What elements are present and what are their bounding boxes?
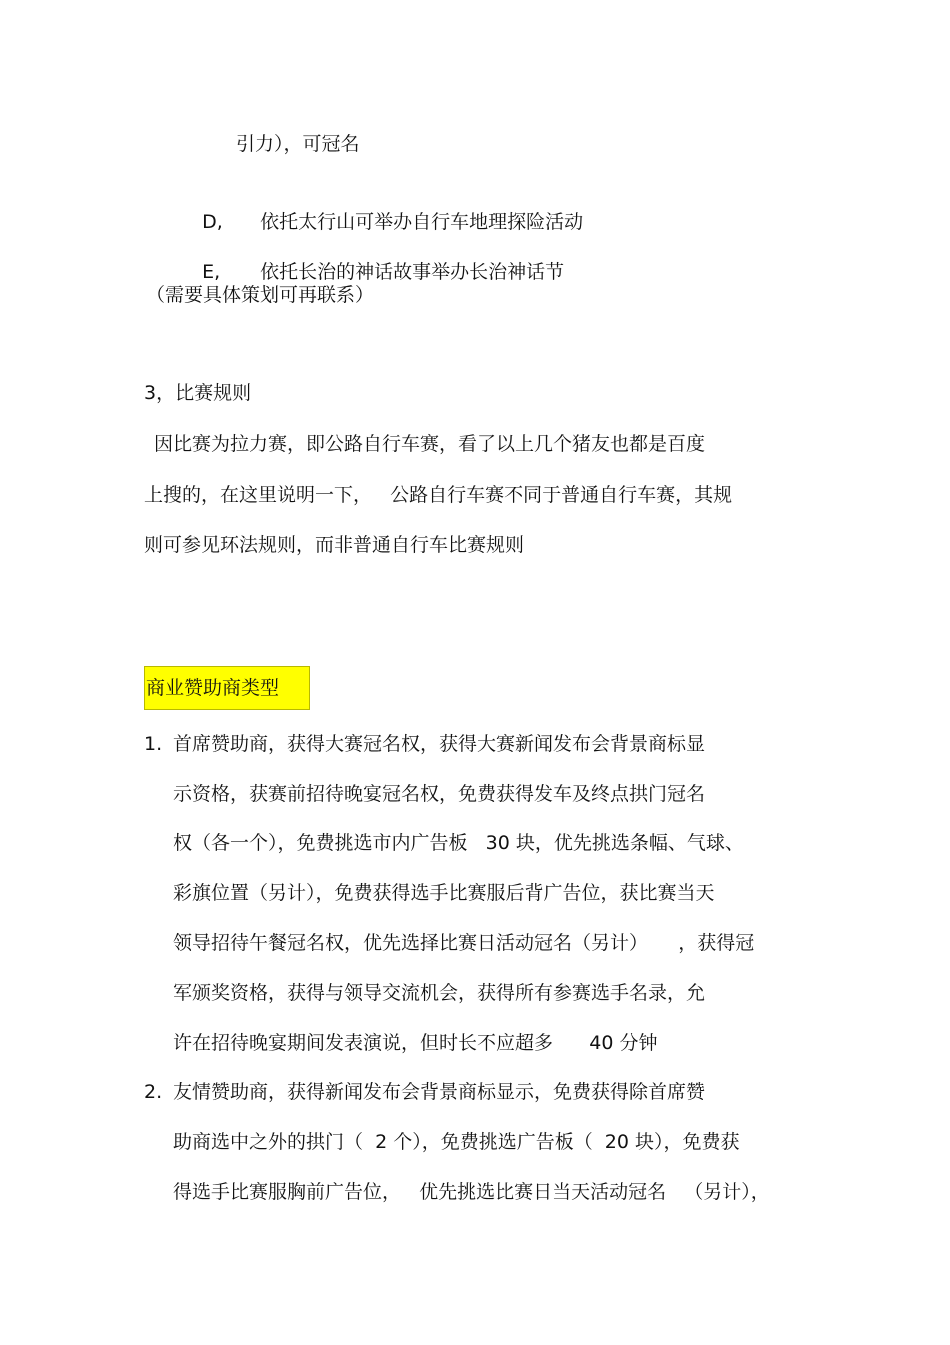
list-item-text: 依托长治的神话故事举办长治神话节 <box>260 261 565 283</box>
list-item-line: 示资格，获赛前招待晚宴冠名权，免费获得发车及终点拱门冠名 <box>173 783 706 805</box>
list-item-line: 彩旗位置（另计），免费获得选手比赛服后背广告位，获比赛当天 <box>173 882 715 904</box>
list-item-line: 得选手比赛服胸前广告位， 优先挑选比赛日当天活动冠名 （另计）， <box>173 1181 770 1203</box>
list-item-line: 许在招待晚宴期间发表演说，但时长不应超多 40 分钟 <box>173 1032 658 1054</box>
paragraph-line: 则可参见环法规则，而非普通自行车比赛规则 <box>144 534 525 556</box>
list-item-line: 助商选中之外的拱门（ 2 个），免费挑选广告板（ 20 块），免费获 <box>173 1131 740 1153</box>
list-marker: 1. <box>144 733 163 755</box>
paragraph-line: 上搜的，在这里说明一下， 公路自行车赛不同于普通自行车赛，其规 <box>144 484 733 506</box>
list-marker: E, <box>202 261 221 283</box>
list-item-line: 友情赞助商，获得新闻发布会背景商标显示，免费获得除首席赞 <box>173 1081 706 1103</box>
list-marker: 2. <box>144 1081 163 1103</box>
list-item-line: 首席赞助商，获得大赛冠名权，获得大赛新闻发布会背景商标显 <box>173 733 706 755</box>
text-line: 引力），可冠名 <box>236 133 360 155</box>
list-item-line: 权（各一个），免费挑选市内广告板 30 块，优先挑选条幅、气球、 <box>173 832 744 854</box>
section-heading-sponsors: 商业赞助商类型 <box>144 666 310 710</box>
note-text: （需要具体策划可再联系） <box>146 284 375 306</box>
section-heading-rules: 3，比赛规则 <box>144 382 252 404</box>
list-marker: D, <box>202 211 223 233</box>
list-item-line: 领导招待午餐冠名权，优先选择比赛日活动冠名（另计） ，获得冠 <box>173 932 755 954</box>
paragraph-line: 因比赛为拉力赛，即公路自行车赛，看了以上几个猪友也都是百度 <box>154 433 706 455</box>
list-item-line: 军颁奖资格，获得与领导交流机会，获得所有参赛选手名录，允 <box>173 982 706 1004</box>
list-item-text: 依托太行山可举办自行车地理探险活动 <box>260 211 584 233</box>
